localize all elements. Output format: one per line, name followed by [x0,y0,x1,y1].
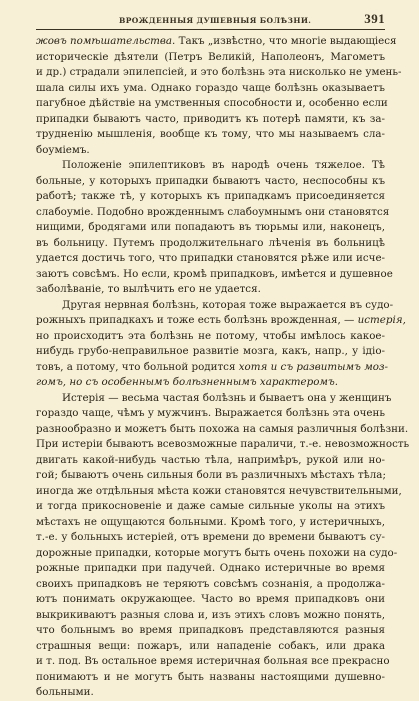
text-line [36,158,385,174]
text-run: работѣ; также тѣ, у которыхъ къ припадкамъ присоединяется [36,190,385,202]
text-line [36,515,385,531]
text-run: мѣстахъ не ощущаются больными. Кромѣ того, у истеричныхъ, [36,515,385,528]
text-run: припадки бываютъ часто, приводитъ къ потерѣ памяти, къ за- [36,112,385,125]
text-line [36,81,385,97]
text-run: ютъ понимать окружающее. Часто во время припадковъ они [36,593,385,605]
text-run: разнообразно и можетъ быть похожа на самыя различныя болѣзни. [36,422,409,435]
paragraph [36,158,393,298]
text-run: въ больницу. Путемъ продолжительнаго лѣченія въ больницѣ [36,236,385,249]
text-line [36,623,385,639]
text-line [36,236,385,252]
text-run: Другая нервная болѣзнь, которая тоже выражается въ судо- [62,298,394,311]
text-line [36,546,398,562]
text-line [36,406,385,422]
text-line [36,592,385,608]
text-run: рожныхъ припадкахъ и тоже есть болѣзнь врожденная, — [36,314,358,326]
italic-text: жовъ помѣшательства. [36,35,176,47]
text-run: иногда же отдѣльныя мѣста кожи становятся нечувствительными, [36,484,402,497]
page-header [36,11,385,27]
text-line [36,267,393,283]
text-run: пагубное дѣйствіе на умственныя способности и, особенно если [36,97,388,109]
text-run: Такъ „извѣстно, что многіе выдающіеся [175,35,397,47]
text-line [36,344,385,360]
text-run: гой; бываютъ очень сильныя боли въ различныхъ мѣстахъ тѣла; [36,469,386,481]
paragraph [36,298,406,391]
text-line [36,127,385,143]
text-run: гораздо чаще, чѣмъ у мужчинъ. Выражается болѣзнь эта очень [36,407,385,419]
text-run: трудненію мышленія, вообще къ тому, что мы называемъ сла- [36,128,385,140]
text-line [36,143,385,159]
text-line [36,360,389,376]
text-line [36,453,385,469]
text-run: рожные припадки при падучей. Однако истеричные во время [36,562,385,574]
italic-text: истерія, [357,314,406,326]
text-run: дорожные припадки, которые могутъ быть очень похожи на судо- [36,546,398,559]
text-line [36,282,385,298]
italic-text: хотя и съ развитымъ моз- [238,360,389,373]
text-run: заболѣваніе, то вылѣчить его не удается. [36,283,261,295]
text-run: выкрикиваютъ разныя слова и, изъ этихъ словъ можно понять, [36,608,385,621]
text-line [36,375,385,391]
text-run: но происходитъ эта болѣзнь не потому, чтобы имѣлось какое- [36,329,385,342]
text-line [36,685,385,701]
text-line [36,205,390,221]
text-run: двигать какой-нибудь частью тѣла, напримѣръ, рукой или но- [36,453,385,466]
text-line [36,437,410,453]
text-run: нищими, бродягами или попадаютъ въ тюрьмы или, наконецъ, [36,221,385,233]
text-run: заютъ совсѣмъ. Но если, кромѣ припадковъ, имѣется и душевное [36,267,393,280]
text-line [36,499,385,515]
text-line [36,422,409,438]
text-line [36,174,385,190]
text-line [36,34,397,50]
text-run: и т. под. Въ остальное время истеричная больная все прекрасно [36,655,390,667]
text-line [36,670,385,686]
text-run: товъ, а потому, что больной родится [36,360,239,373]
italic-text: гомъ, но съ особеннымъ болѣзненнымъ характеромъ. [36,376,339,388]
text-run: боуміемъ. [36,143,90,156]
text-line [36,313,406,329]
text-run: шала силы ихъ ума. Однако гораздо чаще болѣзнь оказываетъ [36,81,385,94]
paragraph [36,391,410,701]
running-title: ВРОЖДЕННЫЯ ДУШЕВНЫЯ БОЛѢЗНИ. [118,16,312,25]
text-line [36,96,388,112]
text-run: историческіе дѣятели (Петръ Великій, Наполеонъ, Магометъ [36,50,385,63]
text-run: больными. [36,686,94,698]
text-line [36,484,402,500]
text-run: т.-е. у больныхъ истеріей, отъ времени до времени бываютъ су- [36,531,385,543]
page-body [36,34,410,701]
text-line [36,530,385,546]
text-run: и др.) страдали эпилепсіей, и это болѣзнь эта нисколько не умень- [36,66,402,78]
text-line [36,561,385,577]
text-run: Положеніе эпилептиковъ въ народѣ очень тяжелое. Тѣ [62,159,385,171]
text-line [36,608,385,624]
text-line [36,298,394,314]
text-run: своихъ припадковъ не теряютъ совсѣмъ сознанія, а продолжа- [36,577,385,590]
text-line [36,112,385,128]
text-run: нибудь грубо-неправильное развитіе мозга, какъ, напр., у ідіо- [36,345,385,357]
text-run: При истеріи бываютъ всевозможные параличи, т.-е. невозможность [36,438,410,450]
header-rule [36,29,385,30]
text-line [36,468,385,484]
text-run: удается достичь того, что припадки становятся рѣже или исче- [36,252,386,264]
page-number: 391 [364,11,385,26]
text-run: что больнымъ во время припадковъ представляются разныя [36,624,385,636]
text-run: понимаютъ и не могутъ быть названы настоящими душевно- [36,670,385,683]
text-line [36,639,385,655]
text-line [36,654,390,670]
text-line [36,220,385,236]
text-line [36,189,385,205]
text-line [36,65,402,81]
text-run: страшныя вещи: пожаръ, или нападеніе собакъ, или драка [36,639,385,652]
text-line [36,251,385,267]
text-line [36,577,385,593]
text-line [36,329,385,345]
text-run: и тогда прикосновеніе и даже самые сильные уколы на этихъ [36,500,385,512]
paragraph [36,34,402,158]
text-run: слабоуміе. Подобно врожденнымъ слабоумнымъ они становятся [36,205,390,218]
text-run: больные, у которыхъ припадки бываютъ часто, неспособны къ [36,174,385,187]
text-line [36,50,385,66]
text-run: Истерія — весьма частая болѣзнь и бываетъ она у женщинъ [62,391,392,404]
text-line [36,391,392,407]
